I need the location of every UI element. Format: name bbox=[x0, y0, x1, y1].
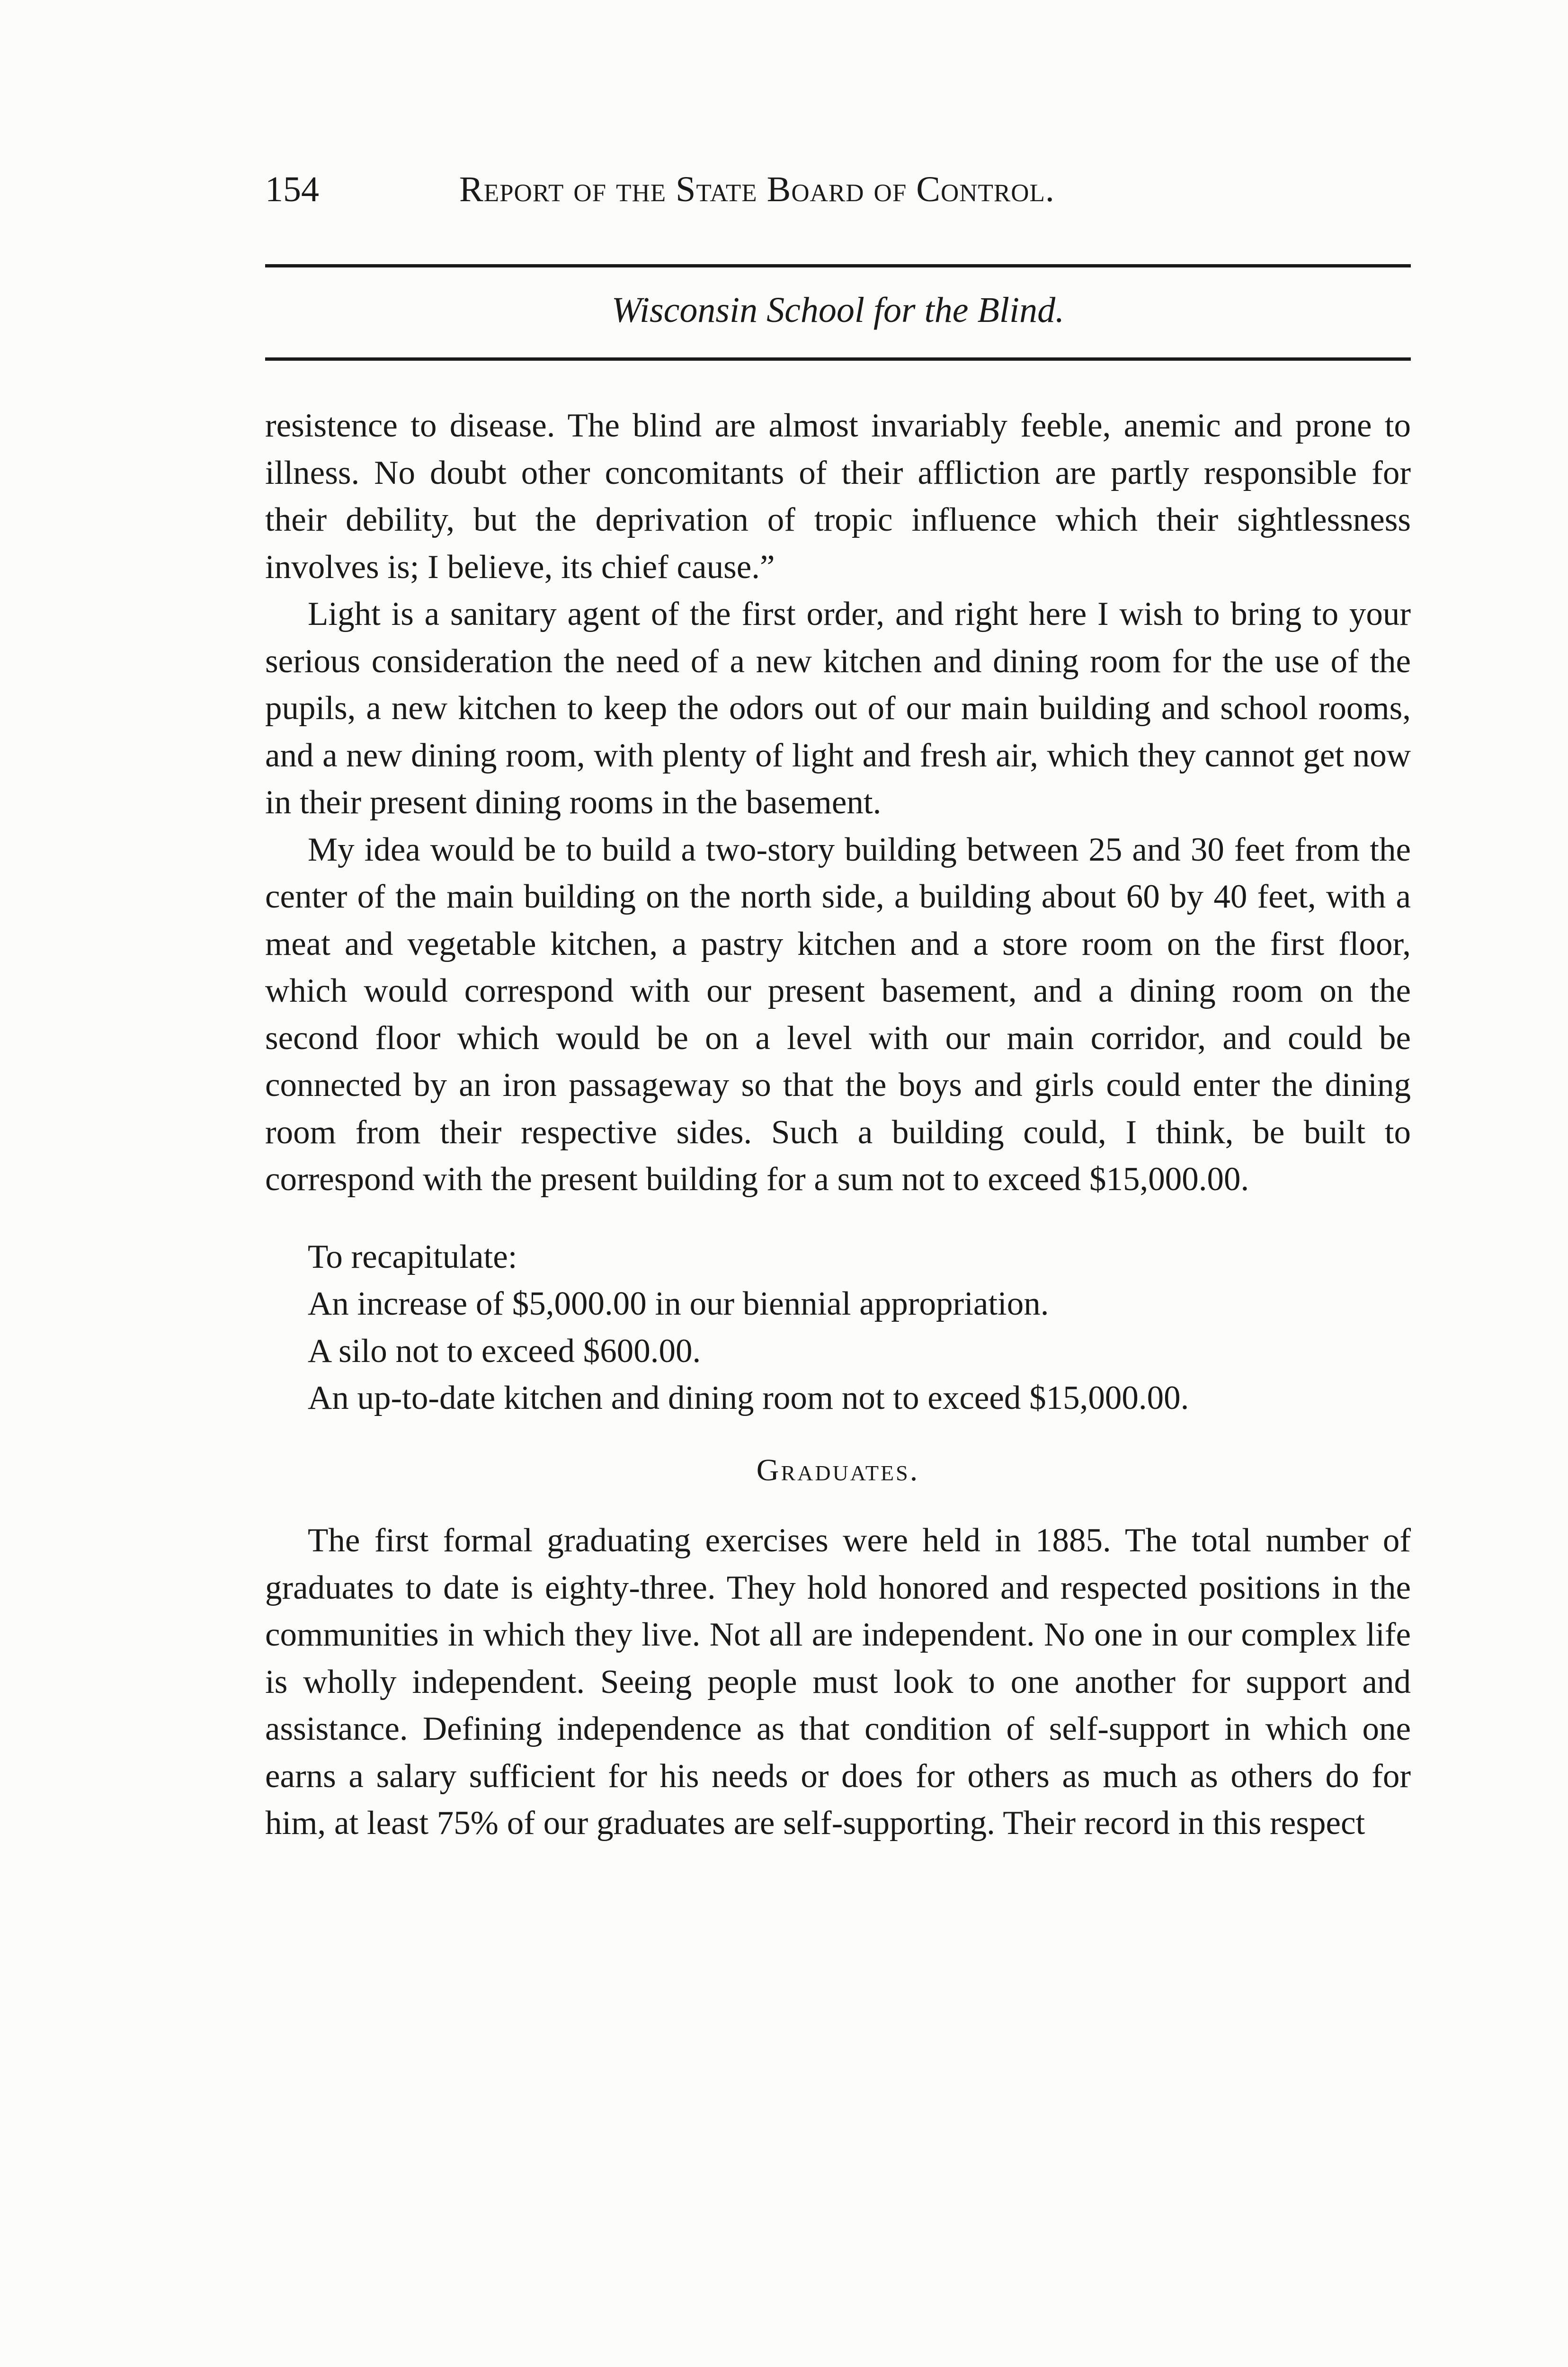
page-number: 154 bbox=[265, 169, 319, 209]
recap-item: A silo not to exceed $600.00. bbox=[308, 1332, 701, 1370]
running-title: Report of the State Board of Control. bbox=[459, 169, 1055, 209]
top-rule bbox=[265, 264, 1411, 267]
body-text bbox=[265, 402, 1411, 1847]
paragraph-light: Light is a sanitary agent of the first order, and right here I wish to bring to your serious consideration the need of a new kitchen and dining room for the use of the pupils, a new kitchen to keep the odors out of our main building and school rooms, and a new dining room, with plenty of light and fresh air, which they cannot get now in their present dining rooms in the basement. bbox=[265, 596, 1411, 821]
recap-item: An increase of $5,000.00 in our biennial appropriation. bbox=[308, 1285, 1049, 1322]
paragraph-building-idea: My idea would be to build a two-story building between 25 and 30 feet from the center of the main building on the north side, a building about 60 by 40 feet, with a meat and vegetable kitchen, a pastry kitchen and a store room on the first floor, which would correspond with our present basement, and a dining room on the second floor which would be on a level with our main corridor, and could be connected by an iron passageway so that the boys and girls could enter the dining room from their respective sides. Such a building could, I think, be built to correspond with the present building for a sum not to exceed $15,000.00. bbox=[265, 831, 1411, 1198]
section-subtitle: Wisconsin School for the Blind. bbox=[611, 290, 1065, 330]
section-heading-graduates: Graduates. bbox=[756, 1452, 920, 1487]
paragraph-graduates: The first formal graduating exercises were held in 1885. The total number of graduates to date is eighty-three. They hold honored and respected positions in the communities in which they live. Not all are independent. No one in our complex life is wholly independent. Seeing people must look to one another for support and assistance. Defining independence as that condition of self-support in which one earns a salary sufficient for his needs or does for others as much as others do for him, at least 75% of our graduates are self-supporting. Their record in this respect bbox=[265, 1522, 1411, 1842]
recap-intro: To recapitulate: bbox=[308, 1238, 517, 1275]
paragraph-continuation: resistence to disease. The blind are almost invariably feeble, anemic and prone to illness. No doubt other concomitants of their affliction are partly responsible for their debility, but the deprivation of tropic influence which their sightlessness involves is; I believe, its chief cause.” bbox=[265, 407, 1411, 586]
running-head bbox=[265, 163, 1411, 215]
recap-item: An up-to-date kitchen and dining room not to exceed $15,000.00. bbox=[308, 1379, 1189, 1416]
bottom-rule bbox=[265, 357, 1411, 361]
